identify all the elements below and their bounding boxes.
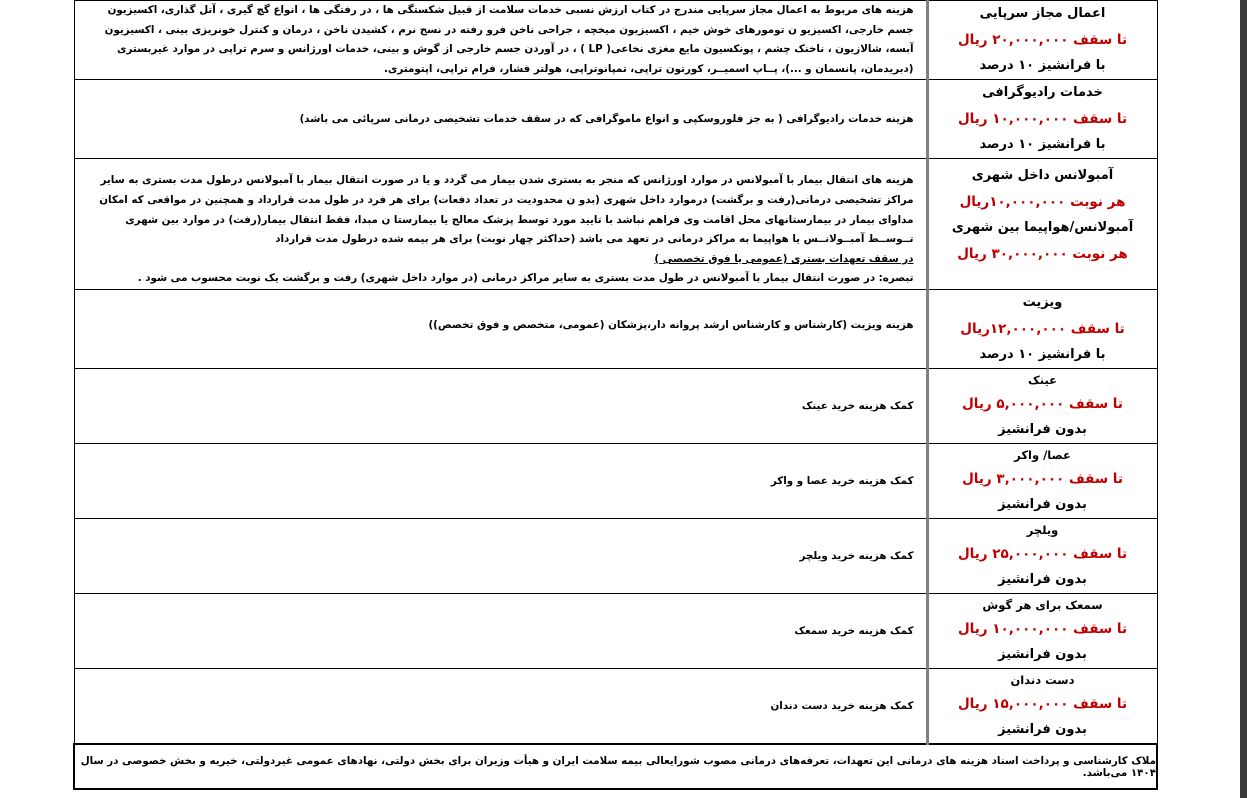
description-underlined: در سقف تعهدات بستری (عمومی یا فوق تخصصی ) <box>654 252 914 265</box>
coverage-description <box>74 669 927 745</box>
table-row <box>74 80 1157 159</box>
coverage-deductible: با فرانشیز ۱۰ درصد <box>979 137 1106 153</box>
note-text: تبصره: در صورت انتقال بیمار با آمبولانس در طول مدت بستری به سایر مراکز درمانی (در موارد داخل شهری) رفت و برگشت یک نوبت محسوب می شود . <box>137 272 914 285</box>
coverage-description <box>74 290 927 369</box>
coverage-cap-secondary: هر نوبت ۳۰,۰۰۰,۰۰۰ ریال <box>957 246 1128 263</box>
description-text: هزینه های انتقال بیمار با آمبولانس در موارد اورژانس که منجر به بستری شدن بیمار می گردد و یا در صورت انتقال بیمار با آمبولانس درطول مدت بستری به سایر مراکز تشخیصی درمانی(رفت و برگشت) درموارد داخل شهری (بدو ن محدودیت در تعداد دفعات) برای هر فرد در طول مدت قرارداد و همچنین در مواقعی که امکان مداوای بیمار در بیمارستانهای محل اقامت وی فراهم نباشد با تایید مورد توسط پزشک معالج یا بیمارستا ن مبدا، فقط انتقال بیمار(رفت) در موارد بین شهری تــوســط آمبــولانــس یا هواپیما به مراکز درمانی در تعهد می باشد (حداکثر چهار نوبت) برای هر بیمه شده درطول مدت قرارداد <box>99 174 914 246</box>
table-row <box>74 369 1157 444</box>
description-text: هزینه ویزیت (کارشناس و کارشناس ارشد پروانه دار،پزشکان (عمومی، متخصص و فوق تخصص)) <box>428 319 914 332</box>
coverage-deductible: بدون فرانشیز <box>998 722 1087 738</box>
coverage-cap: تا سقف ۱۰,۰۰۰,۰۰۰ ریال <box>957 111 1128 128</box>
coverage-description <box>74 519 927 594</box>
coverage-cap: تا سقف ۱۲,۰۰۰,۰۰۰ریال <box>960 321 1125 338</box>
coverage-table <box>73 0 1158 790</box>
coverage-deductible: با فرانشیز ۱۰ درصد <box>979 347 1106 363</box>
footer-note <box>74 744 1157 789</box>
coverage-cap: تا سقف ۳,۰۰۰,۰۰۰ ریال <box>962 471 1123 488</box>
description-text: کمک هزینه خرید عصا و واکر <box>770 474 914 487</box>
table-row <box>74 669 1157 745</box>
coverage-deductible: با فرانشیز ۱۰ درصد <box>979 58 1106 74</box>
coverage-title: اعمال مجاز سرپایی <box>979 6 1106 22</box>
coverage-title: عصا/ واکر <box>1014 448 1071 463</box>
coverage-title: ویزیت <box>1022 295 1063 311</box>
footer-text: ملاک کارشناسی و پرداخت اسناد هزینه های درمانی این تعهدات، تعرفه‌های درمانی مصوب شورایعالی بیمه سلامت ایران و هیأت وزیران برای بخش دولتی، نهادهای عمومی غیردولتی، خیریه و بخش خصوصی در سال ۱۴۰۴ می‌باشد. <box>80 754 1156 779</box>
coverage-description <box>74 80 927 159</box>
coverage-title: ویلچر <box>1026 523 1059 538</box>
coverage-cap: تا سقف ۵,۰۰۰,۰۰۰ ریال <box>962 396 1123 413</box>
coverage-description <box>74 369 927 444</box>
coverage-title-secondary: آمبولانس/هواپیما بین شهری <box>951 220 1134 236</box>
coverage-heading <box>927 519 1157 594</box>
description-text: کمک هزینه خرید عینک <box>801 399 914 412</box>
coverage-heading <box>927 594 1157 669</box>
coverage-cap: هر نوبت ۱۰,۰۰۰,۰۰۰ریال <box>959 194 1126 211</box>
description-text: هزینه های مربوط به اعمال مجاز سرپایی مندرج در کتاب ارزش نسبی خدمات سلامت از قبیل شکستگی ها ، در رفتگی ها ، انواع گچ گیری ، آتل گذاری، اکسیزیون جسم خارجی، اکسیزیو ن تومورهای خوش خیم ، اکسیزیون میخچه ، جراحی ناخن فرو رفته در نسج نرم ، کشیدن ناخن ، درمان و کنترل خونریزی بینی ، اکسیزیون آبسه، شالازیون ، ناخنک چشم ، پونکسیون مایع مغزی نخاعی( LP ) ، در آوردن جسم خارجی از گوش و بینی، خدمات اورژانس و سرم تراپی در موارد غیربستری (دبریدمان، پانسمان و ...)، پــاپ اسمیــر، کورتون تراپی، تمپانوتراپی، هولتر فشار، فرام تراپی، اپتومتری. <box>104 4 914 75</box>
coverage-heading <box>927 290 1157 369</box>
coverage-cap: تا سقف ۱۰,۰۰۰,۰۰۰ ریال <box>957 621 1128 638</box>
coverage-description <box>74 1 927 80</box>
table-row <box>74 290 1157 369</box>
description-text: هزینه خدمات رادیوگرافی ( به جز فلوروسکپی و انواع ماموگرافی که در سقف خدمات تشخیصی درمانی سرپائی می باشد) <box>299 112 914 125</box>
footer-row <box>74 744 1157 789</box>
coverage-heading <box>927 80 1157 159</box>
coverage-description <box>74 444 927 519</box>
coverage-title: سمعک برای هر گوش <box>982 598 1103 613</box>
coverage-cap: تا سقف ۱۵,۰۰۰,۰۰۰ ریال <box>957 696 1128 713</box>
coverage-title: عینک <box>1027 373 1058 388</box>
coverage-title: آمبولانس داخل شهری <box>971 168 1114 184</box>
table-row <box>74 444 1157 519</box>
window-edge <box>1240 0 1247 798</box>
description-text: کمک هزینه خرید ویلچر <box>799 549 914 562</box>
coverage-deductible: بدون فرانشیز <box>998 572 1087 588</box>
coverage-title: خدمات رادیوگرافی <box>982 85 1103 101</box>
table-row <box>74 519 1157 594</box>
coverage-heading <box>927 159 1157 290</box>
coverage-heading <box>927 669 1157 745</box>
coverage-heading <box>927 1 1157 80</box>
coverage-title: دست دندان <box>1010 673 1075 688</box>
coverage-heading <box>927 444 1157 519</box>
table-row <box>74 159 1157 290</box>
coverage-cap: تا سقف ۲۰,۰۰۰,۰۰۰ ریال <box>957 32 1128 49</box>
coverage-description <box>74 594 927 669</box>
coverage-cap: تا سقف ۲۵,۰۰۰,۰۰۰ ریال <box>957 546 1128 563</box>
coverage-deductible: بدون فرانشیز <box>998 422 1087 438</box>
description-text: کمک هزینه خرید سمعک <box>794 624 914 637</box>
coverage-heading <box>927 369 1157 444</box>
coverage-deductible: بدون فرانشیز <box>998 647 1087 663</box>
description-text: کمک هزینه خرید دست دندان <box>770 699 914 712</box>
table-row <box>74 1 1157 80</box>
coverage-deductible: بدون فرانشیز <box>998 497 1087 513</box>
coverage-description <box>74 159 927 290</box>
table-row <box>74 594 1157 669</box>
